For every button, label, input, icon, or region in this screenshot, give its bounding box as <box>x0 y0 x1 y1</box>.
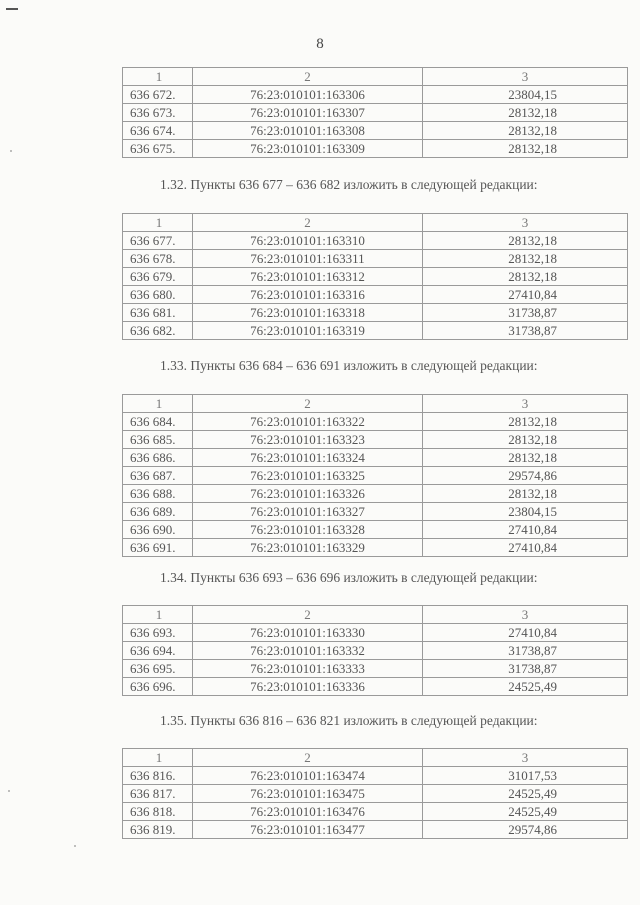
item-number-cell: 636 688. <box>123 485 193 503</box>
table-row <box>123 821 628 839</box>
value-cell: 28132,18 <box>423 449 628 467</box>
value-cell: 31738,87 <box>423 322 628 340</box>
cadastral-number-cell: 76:23:010101:163474 <box>193 767 423 785</box>
item-number-cell: 636 819. <box>123 821 193 839</box>
cadastral-number-cell: 76:23:010101:163325 <box>193 467 423 485</box>
table-row <box>123 232 628 250</box>
cadastral-number-cell: 76:23:010101:163329 <box>193 539 423 557</box>
cadastral-number-cell: 76:23:010101:163309 <box>193 140 423 158</box>
table-row <box>123 624 628 642</box>
value-cell: 31738,87 <box>423 660 628 678</box>
table-header-row <box>123 606 628 624</box>
cadastral-number-cell: 76:23:010101:163336 <box>193 678 423 696</box>
scan-speck <box>10 150 12 152</box>
table-row <box>123 322 628 340</box>
column-header: 3 <box>423 749 628 767</box>
cadastral-number-cell: 76:23:010101:163326 <box>193 485 423 503</box>
item-number-cell: 636 687. <box>123 467 193 485</box>
data-table <box>122 213 628 340</box>
cadastral-number-cell: 76:23:010101:163310 <box>193 232 423 250</box>
table-row <box>123 304 628 322</box>
data-table <box>122 748 628 839</box>
item-number-cell: 636 818. <box>123 803 193 821</box>
data-table <box>122 394 628 557</box>
item-number-cell: 636 817. <box>123 785 193 803</box>
column-header: 3 <box>423 395 628 413</box>
table-header-row <box>123 68 628 86</box>
table-row <box>123 767 628 785</box>
cadastral-number-cell: 76:23:010101:163327 <box>193 503 423 521</box>
value-cell: 27410,84 <box>423 286 628 304</box>
cadastral-number-cell: 76:23:010101:163328 <box>193 521 423 539</box>
table-row <box>123 268 628 286</box>
table-row <box>123 86 628 104</box>
value-cell: 28132,18 <box>423 431 628 449</box>
value-cell: 28132,18 <box>423 140 628 158</box>
item-number-cell: 636 679. <box>123 268 193 286</box>
value-cell: 31738,87 <box>423 304 628 322</box>
value-cell: 31017,53 <box>423 767 628 785</box>
item-number-cell: 636 689. <box>123 503 193 521</box>
item-number-cell: 636 680. <box>123 286 193 304</box>
table-row <box>123 104 628 122</box>
table-row <box>123 660 628 678</box>
item-number-cell: 636 686. <box>123 449 193 467</box>
column-header: 2 <box>193 395 423 413</box>
value-cell: 29574,86 <box>423 821 628 839</box>
item-number-cell: 636 693. <box>123 624 193 642</box>
column-header: 3 <box>423 606 628 624</box>
column-header: 1 <box>123 395 193 413</box>
item-number-cell: 636 674. <box>123 122 193 140</box>
page-number: 8 <box>316 36 324 52</box>
item-number-cell: 636 678. <box>123 250 193 268</box>
cadastral-number-cell: 76:23:010101:163312 <box>193 268 423 286</box>
scan-speck <box>74 845 76 847</box>
value-cell: 23804,15 <box>423 86 628 104</box>
value-cell: 31738,87 <box>423 642 628 660</box>
value-cell: 27410,84 <box>423 539 628 557</box>
value-cell: 24525,49 <box>423 785 628 803</box>
table-row <box>123 286 628 304</box>
cadastral-number-cell: 76:23:010101:163323 <box>193 431 423 449</box>
table-row <box>123 431 628 449</box>
value-cell: 23804,15 <box>423 503 628 521</box>
table-header-row <box>123 214 628 232</box>
table-row <box>123 503 628 521</box>
table-row <box>123 413 628 431</box>
value-cell: 28132,18 <box>423 413 628 431</box>
table-row <box>123 521 628 539</box>
item-number-cell: 636 677. <box>123 232 193 250</box>
cadastral-number-cell: 76:23:010101:163306 <box>193 86 423 104</box>
table-header-row <box>123 749 628 767</box>
value-cell: 27410,84 <box>423 521 628 539</box>
column-header: 1 <box>123 68 193 86</box>
item-number-cell: 636 694. <box>123 642 193 660</box>
column-header: 1 <box>123 749 193 767</box>
cadastral-number-cell: 76:23:010101:163475 <box>193 785 423 803</box>
item-number-cell: 636 673. <box>123 104 193 122</box>
value-cell: 27410,84 <box>423 624 628 642</box>
section-caption: 1.35. Пункты 636 816 – 636 821 изложить в следующей редакции: <box>160 713 538 728</box>
cadastral-number-cell: 76:23:010101:163322 <box>193 413 423 431</box>
column-header: 2 <box>193 606 423 624</box>
table-row <box>123 122 628 140</box>
table-header-row <box>123 395 628 413</box>
item-number-cell: 636 690. <box>123 521 193 539</box>
item-number-cell: 636 816. <box>123 767 193 785</box>
item-number-cell: 636 681. <box>123 304 193 322</box>
value-cell: 28132,18 <box>423 122 628 140</box>
item-number-cell: 636 691. <box>123 539 193 557</box>
column-header: 2 <box>193 214 423 232</box>
margin-mark <box>6 8 18 10</box>
scan-speck <box>8 790 10 792</box>
cadastral-number-cell: 76:23:010101:163318 <box>193 304 423 322</box>
cadastral-number-cell: 76:23:010101:163332 <box>193 642 423 660</box>
cadastral-number-cell: 76:23:010101:163330 <box>193 624 423 642</box>
column-header: 2 <box>193 68 423 86</box>
section-caption: 1.34. Пункты 636 693 – 636 696 изложить в следующей редакции: <box>160 570 538 585</box>
item-number-cell: 636 685. <box>123 431 193 449</box>
item-number-cell: 636 675. <box>123 140 193 158</box>
table-row <box>123 449 628 467</box>
cadastral-number-cell: 76:23:010101:163477 <box>193 821 423 839</box>
cadastral-number-cell: 76:23:010101:163311 <box>193 250 423 268</box>
column-header: 1 <box>123 214 193 232</box>
value-cell: 28132,18 <box>423 104 628 122</box>
table-row <box>123 678 628 696</box>
value-cell: 24525,49 <box>423 803 628 821</box>
value-cell: 28132,18 <box>423 485 628 503</box>
section-caption: 1.32. Пункты 636 677 – 636 682 изложить в следующей редакции: <box>160 177 538 192</box>
table-row <box>123 140 628 158</box>
table-row <box>123 485 628 503</box>
item-number-cell: 636 696. <box>123 678 193 696</box>
table-row <box>123 642 628 660</box>
column-header: 1 <box>123 606 193 624</box>
table-row <box>123 539 628 557</box>
column-header: 2 <box>193 749 423 767</box>
value-cell: 24525,49 <box>423 678 628 696</box>
data-table <box>122 67 628 158</box>
cadastral-number-cell: 76:23:010101:163307 <box>193 104 423 122</box>
item-number-cell: 636 682. <box>123 322 193 340</box>
table-row <box>123 250 628 268</box>
column-header: 3 <box>423 68 628 86</box>
cadastral-number-cell: 76:23:010101:163316 <box>193 286 423 304</box>
section-caption: 1.33. Пункты 636 684 – 636 691 изложить в следующей редакции: <box>160 358 538 373</box>
data-table <box>122 605 628 696</box>
item-number-cell: 636 684. <box>123 413 193 431</box>
table-row <box>123 785 628 803</box>
cadastral-number-cell: 76:23:010101:163308 <box>193 122 423 140</box>
cadastral-number-cell: 76:23:010101:163333 <box>193 660 423 678</box>
cadastral-number-cell: 76:23:010101:163319 <box>193 322 423 340</box>
value-cell: 28132,18 <box>423 268 628 286</box>
value-cell: 28132,18 <box>423 232 628 250</box>
value-cell: 28132,18 <box>423 250 628 268</box>
table-row <box>123 803 628 821</box>
cadastral-number-cell: 76:23:010101:163324 <box>193 449 423 467</box>
item-number-cell: 636 695. <box>123 660 193 678</box>
item-number-cell: 636 672. <box>123 86 193 104</box>
column-header: 3 <box>423 214 628 232</box>
cadastral-number-cell: 76:23:010101:163476 <box>193 803 423 821</box>
table-row <box>123 467 628 485</box>
value-cell: 29574,86 <box>423 467 628 485</box>
